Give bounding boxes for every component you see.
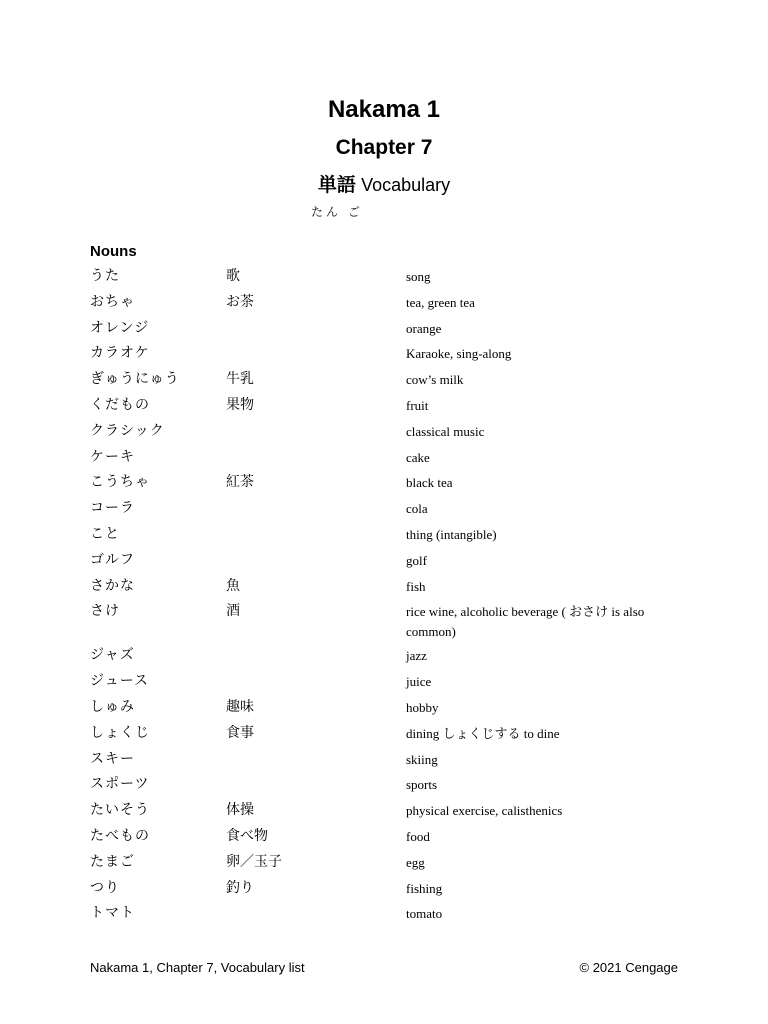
vocabulary-kana: たいそう bbox=[90, 802, 150, 819]
vocabulary-english: skiing bbox=[406, 751, 438, 767]
vocabulary-english: cow’s milk bbox=[406, 372, 464, 388]
furigana-reading: たん ご bbox=[311, 205, 363, 219]
vocabulary-english: fruit bbox=[406, 397, 429, 413]
vocabulary-kana: さかな bbox=[90, 577, 135, 594]
vocabulary-kana: こと bbox=[90, 525, 120, 542]
vocabulary-english: dining しょくじする to dine bbox=[406, 725, 560, 741]
vocabulary-english: egg bbox=[406, 854, 425, 870]
document-title: Nakama 1 bbox=[327, 96, 441, 123]
vocabulary-kana: スポーツ bbox=[90, 776, 150, 793]
vocabulary-row bbox=[0, 696, 768, 722]
vocabulary-row bbox=[0, 368, 768, 394]
vocabulary-kana: ゴルフ bbox=[90, 551, 135, 568]
vocabulary-row bbox=[0, 773, 768, 799]
vocabulary-english: juice bbox=[406, 674, 432, 690]
vocabulary-row bbox=[0, 877, 768, 903]
vocabulary-kanji: 歌 bbox=[226, 268, 240, 284]
vocabulary-kana: しゅみ bbox=[90, 698, 135, 715]
section-title-nouns: Nouns bbox=[90, 243, 137, 260]
vocabulary-kana: つり bbox=[90, 879, 120, 896]
vocabulary-row bbox=[0, 600, 768, 644]
vocabulary-kanji: 魚 bbox=[226, 577, 240, 594]
vocabulary-row bbox=[0, 497, 768, 523]
vocabulary-kana: ジャズ bbox=[90, 647, 135, 664]
vocabulary-kana: スキー bbox=[90, 750, 135, 767]
vocabulary-english: fish bbox=[406, 578, 426, 594]
vocabulary-list bbox=[0, 265, 768, 928]
vocabulary-heading-english: Vocabulary bbox=[361, 175, 451, 195]
vocabulary-english: physical exercise, calisthenics bbox=[406, 803, 563, 819]
vocabulary-kana: たまご bbox=[90, 853, 135, 870]
vocabulary-english: sports bbox=[406, 777, 438, 793]
vocabulary-kanji: 体操 bbox=[226, 802, 254, 819]
vocabulary-row bbox=[0, 748, 768, 774]
vocabulary-row bbox=[0, 825, 768, 851]
vocabulary-kanji: 卵／玉子 bbox=[226, 853, 282, 870]
vocabulary-english: golf bbox=[406, 552, 427, 568]
vocabulary-row bbox=[0, 644, 768, 670]
vocabulary-kanji: 紅茶 bbox=[226, 474, 254, 491]
vocabulary-row bbox=[0, 317, 768, 343]
vocabulary-kana: ジュース bbox=[90, 673, 150, 690]
vocabulary-english: hobby bbox=[406, 699, 439, 715]
vocabulary-row bbox=[0, 420, 768, 446]
vocabulary-english: thing (intangible) bbox=[406, 526, 497, 542]
vocabulary-row bbox=[0, 902, 768, 928]
vocabulary-row bbox=[0, 851, 768, 877]
vocabulary-kana: オレンジ bbox=[90, 319, 150, 336]
vocabulary-kana: くだもの bbox=[90, 396, 150, 413]
vocabulary-english: rice wine, alcoholic beverage ( おさけ is also common) bbox=[406, 604, 645, 640]
vocabulary-english: jazz bbox=[406, 648, 427, 664]
vocabulary-row bbox=[0, 549, 768, 575]
footer-document-label: Nakama 1, Chapter 7, Vocabulary list bbox=[90, 960, 305, 975]
vocabulary-kana: しょくじ bbox=[90, 724, 150, 741]
vocabulary-kana: たべもの bbox=[90, 827, 150, 844]
vocabulary-kana: コーラ bbox=[90, 500, 135, 517]
vocabulary-kanji: 果物 bbox=[226, 396, 254, 413]
vocabulary-row bbox=[0, 446, 768, 472]
vocabulary-kana: ぎゅうにゅう bbox=[90, 371, 180, 388]
vocabulary-english: black tea bbox=[406, 475, 453, 491]
vocabulary-kana: クラシック bbox=[90, 422, 165, 439]
vocabulary-english: song bbox=[406, 269, 431, 284]
vocabulary-row bbox=[0, 342, 768, 368]
vocabulary-english: food bbox=[406, 828, 430, 844]
vocabulary-row bbox=[0, 523, 768, 549]
vocabulary-kanji: 牛乳 bbox=[226, 371, 254, 388]
vocabulary-english: fishing bbox=[406, 880, 443, 896]
vocabulary-english: Karaoke, sing-along bbox=[406, 346, 512, 362]
vocabulary-english: tomato bbox=[406, 906, 443, 922]
vocabulary-row bbox=[0, 799, 768, 825]
vocabulary-kanji: 趣味 bbox=[226, 698, 254, 715]
vocabulary-row bbox=[0, 265, 768, 291]
vocabulary-english: cake bbox=[406, 449, 430, 465]
vocabulary-kanji: お茶 bbox=[226, 293, 254, 310]
vocabulary-row bbox=[0, 471, 768, 497]
vocabulary-heading bbox=[0, 170, 768, 197]
vocabulary-kanji: 釣り bbox=[226, 879, 254, 896]
vocabulary-kana: トマト bbox=[90, 905, 135, 922]
vocabulary-kana: カラオケ bbox=[90, 345, 150, 362]
vocabulary-english: classical music bbox=[406, 423, 485, 439]
vocabulary-kana: ケーキ bbox=[90, 448, 135, 465]
vocabulary-heading-kanji: 単語 bbox=[317, 174, 356, 196]
vocabulary-row bbox=[0, 575, 768, 601]
vocabulary-row bbox=[0, 394, 768, 420]
vocabulary-row bbox=[0, 670, 768, 696]
vocabulary-kana: こうちゃ bbox=[90, 474, 150, 491]
vocabulary-kana: おちゃ bbox=[90, 293, 135, 310]
vocabulary-english: cola bbox=[406, 501, 428, 517]
vocabulary-kanji: 酒 bbox=[226, 603, 240, 620]
vocabulary-row bbox=[0, 291, 768, 317]
vocabulary-kana: さけ bbox=[90, 603, 120, 620]
vocabulary-english: orange bbox=[406, 320, 442, 336]
vocabulary-english: tea, green tea bbox=[406, 294, 475, 310]
footer-copyright: © 2021 Cengage bbox=[579, 960, 678, 975]
chapter-heading: Chapter 7 bbox=[335, 136, 433, 159]
vocabulary-row bbox=[0, 722, 768, 748]
vocabulary-kanji: 食事 bbox=[226, 724, 254, 741]
vocabulary-kanji: 食べ物 bbox=[226, 827, 268, 844]
vocabulary-kana: うた bbox=[90, 268, 120, 284]
